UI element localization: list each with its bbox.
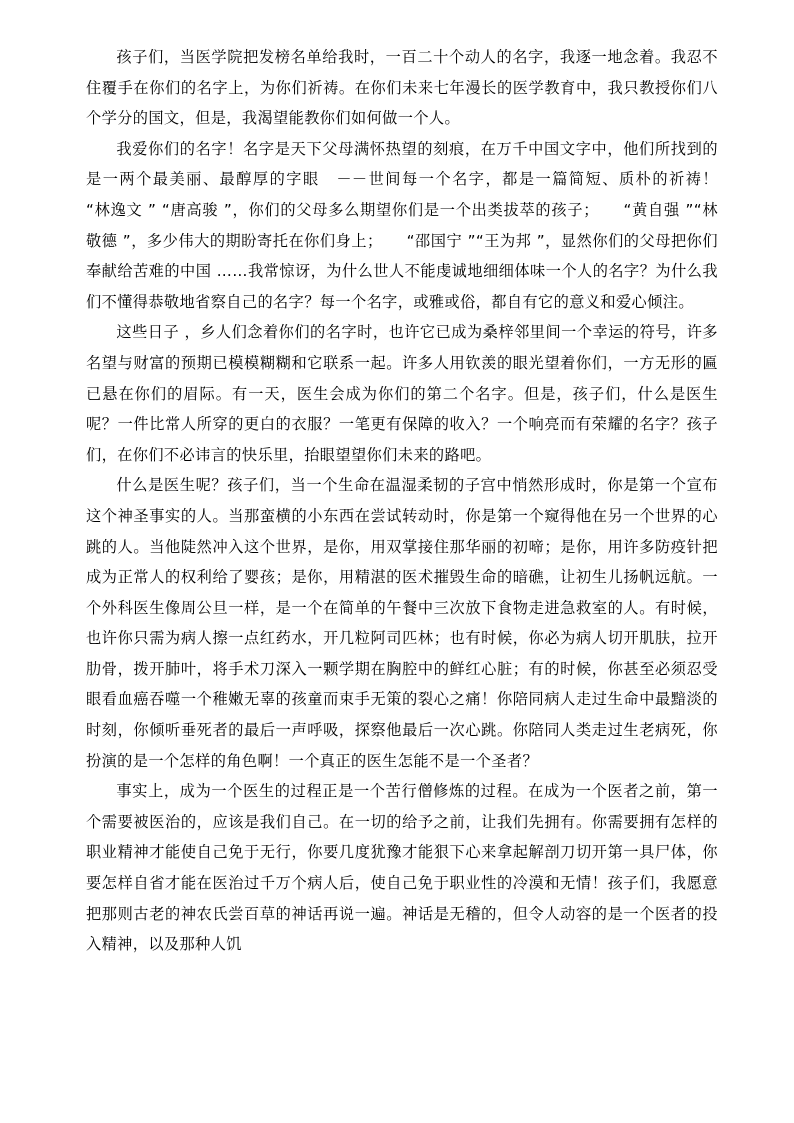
paragraph-5: 事实上，成为一个医生的过程正是一个苦行僧修炼的过程。在成为一个医者之前，第一个需要被医治的，应该是我们自己。在一切的给予之前，让我们先拥有。你需要拥有怎样的职业精神才能使自己免于无行，你要几度犹豫才能狠下心来拿起解剖刀切开第一具尸体，你要怎样自省才能在医治过千万个病人后，使自己免于职业性的冷漠和无情！孩子们，我愿意把那则古老的神农氏尝百草的神话再说一遍。神话是无稽的，但令人动容的是一个医者的投入精神，以及那种人饥: [86, 782, 718, 954]
paragraph-2: 我爱你们的名字！名字是天下父母满怀热望的刻痕，在万千中国文字中，他们所找到的是一两个最美丽、最醇厚的字眼 －－世间每一个名字，都是一篇简短、质朴的祈祷！ “林逸文 ” “唐高骏 ”，你们的父母多么期望你们是一个出类拔萃的孩子； “黄自强 ”“林敬德 ”，多少伟大的期盼寄托在你们身上； “邵国宁 ”“王为邦 ”，显然你们的父母把你们奉献给苦难的中国 ……我常惊讶，为什么世人不能虔诚地细细体味一个人的名字？为什么我们不懂得恭敬地省察自己的名字？每一个名字，或雅或俗，都自有它的意义和爱心倾注。: [86, 139, 750, 311]
document-body: [86, 42, 750, 960]
paragraph-4: 什么是医生呢？孩子们，当一个生命在温湿柔韧的子宫中悄然形成时，你是第一个宣布这个神圣事实的人。当那蛮横的小东西在尝试转动时，你是第一个窥得他在另一个世界的心跳的人。当他陡然冲入这个世界，是你，用双掌接住那华丽的初啼；是你，用许多防疫针把成为正常人的权利给了婴孩；是你，用精湛的医术摧毁生命的暗礁，让初生儿扬帆远航。一个外科医生像周公旦一样，是一个在简单的午餐中三次放下食物走进急救室的人。有时候，也许你只需为病人擦一点红药水，开几粒阿司匹林；也有时候，你必为病人切开肌肤，拉开肋骨，拨开肺叶，将手术刀深入一颗学期在胸腔中的鲜红心脏；有的时候，你甚至必须忍受眼看血癌吞噬一个稚嫩无辜的孩童而束手无策的裂心之痛！你陪同病人走过生命中最黯淡的时刻，你倾听垂死者的最后一声呼吸，探察他最后一次心跳。你陪同人类走过生老病死，你扮演的是一个怎样的角色啊！一个真正的医生怎能不是一个圣者？: [86, 476, 718, 770]
paragraph-1: 孩子们，当医学院把发榜名单给我时，一百二十个动人的名字，我逐一地念着。我忍不住覆手在你们的名字上，为你们祈祷。在你们未来七年漫长的医学教育中，我只教授你们八个学分的国文，但是，我渴望能教你们如何做一个人。: [86, 48, 718, 128]
paragraph-3: 这些日子 ，乡人们念着你们的名字时，也许它已成为桑梓邻里间一个幸运的符号，许多名望与财富的预期已模模糊糊和它联系一起。许多人用钦羡的眼光望着你们，一方无形的匾已悬在你们的眉际。有一天，医生会成为你们的第二个名字。但是，孩子们，什么是医生呢？一件比常人所穿的更白的衣服？一笔更有保障的收入？一个响亮而有荣耀的名字？孩子们，在你们不必讳言的快乐里，抬眼望望你们未来的路吧。: [86, 323, 718, 464]
